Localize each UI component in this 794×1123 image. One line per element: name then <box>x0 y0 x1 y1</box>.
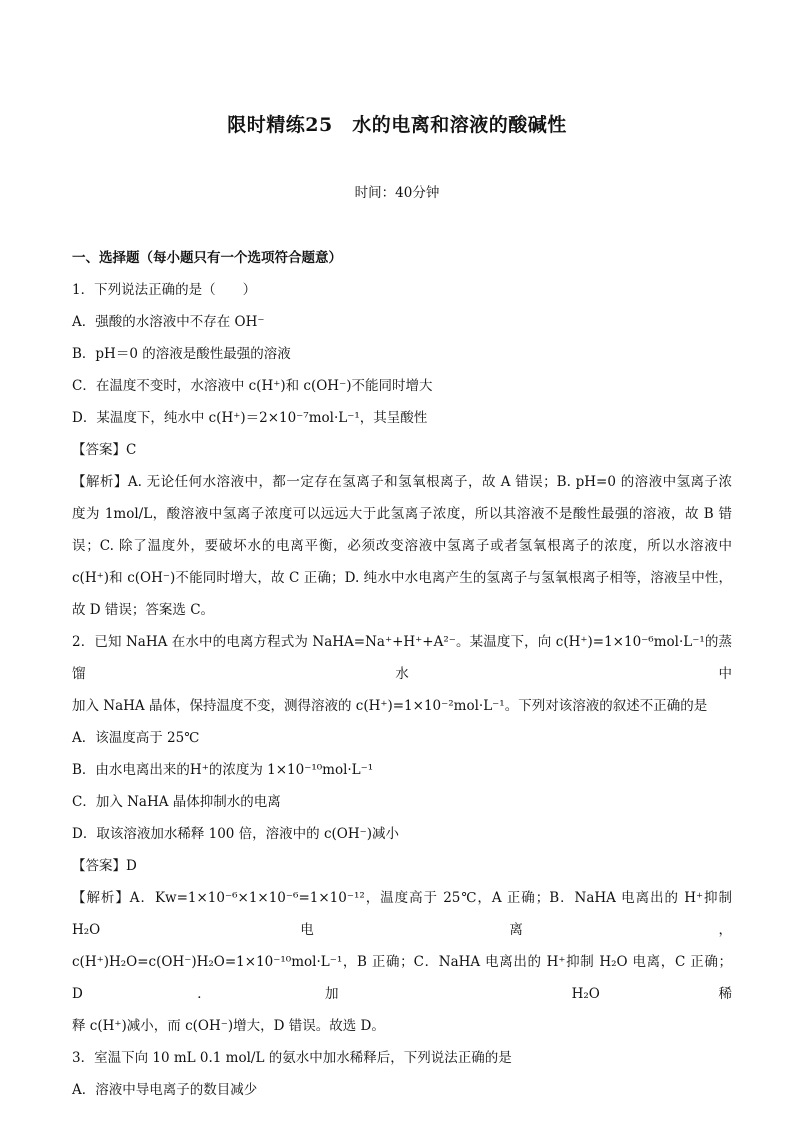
question-1-option-c: C．在温度不变时，水溶液中 c(H⁺)和 c(OH⁻)不能同时增大 <box>72 378 433 394</box>
question-1-option-a: A．强酸的水溶液中不存在 OH⁻ <box>72 314 265 330</box>
question-3-option-a: A．溶液中导电离子的数目减少 <box>72 1082 258 1098</box>
question-2-stem-line: 2．已知 NaHA 在水中的电离方程式为 NaHA=Na⁺+H⁺+A²⁻。某温度下，向 c(H⁺)=1×10⁻⁶mol·L⁻¹的蒸馏水中 <box>72 634 732 682</box>
question-1-answer: 【答案】C <box>72 442 137 458</box>
time-limit: 时间：40分钟 <box>354 185 440 201</box>
question-1-stem: 1．下列说法正确的是（ ） <box>72 282 257 298</box>
question-2-option-c: C．加入 NaHA 晶体抑制水的电离 <box>72 794 281 810</box>
document-title: 限时精练25 水的电离和溶液的酸碱性 <box>227 114 567 136</box>
question-2-explanation-line: 【解析】A．Kw=1×10⁻⁶×1×10⁻⁶=1×10⁻¹²，温度高于 25℃，A 正确；B．NaHA 电离出的 H⁺抑制 H₂O 电离， <box>72 890 732 938</box>
question-1-option-d: D．某温度下，纯水中 c(H⁺)＝2×10⁻⁷mol·L⁻¹，其呈酸性 <box>72 410 428 426</box>
question-2-option-a: A．该温度高于 25℃ <box>72 730 200 746</box>
question-2-explanation-line: 释 c(H⁺)减小，而 c(OH⁻)增大，D 错误。故选 D。 <box>72 1018 385 1034</box>
document-body <box>72 242 732 1106</box>
question-2-option-d: D．取该溶液加水稀释 100 倍，溶液中的 c(OH⁻)减小 <box>72 826 400 842</box>
question-2-stem-line: 加入 NaHA 晶体，保持温度不变，测得溶液的 c(H⁺)=1×10⁻²mol·L⁻¹。下列对该溶液的叙述不正确的是 <box>72 698 708 714</box>
question-1-explanation-line: c(H⁺)和 c(OH⁻)不能同时增大，故 C 正确；D. 纯水中水电离产生的氢离子与氢氧根离子相等，溶液呈中性， <box>72 570 732 586</box>
question-2-explanation-line: c(H⁺)H₂O=c(OH⁻)H₂O=1×10⁻¹⁰mol·L⁻¹，B 正确；C．NaHA 电离出的 H⁺抑制 H₂O 电离，C 正确；D．加 H₂O 稀 <box>72 954 732 1002</box>
section-heading: 一、选择题（每小题只有一个选项符合题意） <box>72 250 342 266</box>
question-1-explanation-line: 故 D 错误；答案选 C。 <box>72 602 215 618</box>
question-1-explanation-line: 【解析】A. 无论任何水溶液中，都一定存在氢离子和氢氧根离子，故 A 错误；B. pH=0 的溶液中氢离子浓 <box>72 474 732 490</box>
question-2-option-b: B．由水电离出来的H⁺的浓度为 1×10⁻¹⁰mol·L⁻¹ <box>72 762 374 778</box>
question-1-option-b: B．pH＝0 的溶液是酸性最强的溶液 <box>72 346 291 362</box>
question-1-explanation-line: 度为 1mol/L，酸溶液中氢离子浓度可以远远大于此氢离子浓度，所以其溶液不是酸性最强的溶液，故 B 错 <box>72 506 732 522</box>
question-3-stem: 3．室温下向 10 mL 0.1 mol/L 的氨水中加水稀释后，下列说法正确的是 <box>72 1050 512 1066</box>
question-1-explanation-line: 误；C. 除了温度外，要破坏水的电离平衡，必须改变溶液中氢离子或者氢氧根离子的浓度，所以水溶液中 <box>72 538 732 554</box>
question-2-answer: 【答案】D <box>72 858 137 874</box>
